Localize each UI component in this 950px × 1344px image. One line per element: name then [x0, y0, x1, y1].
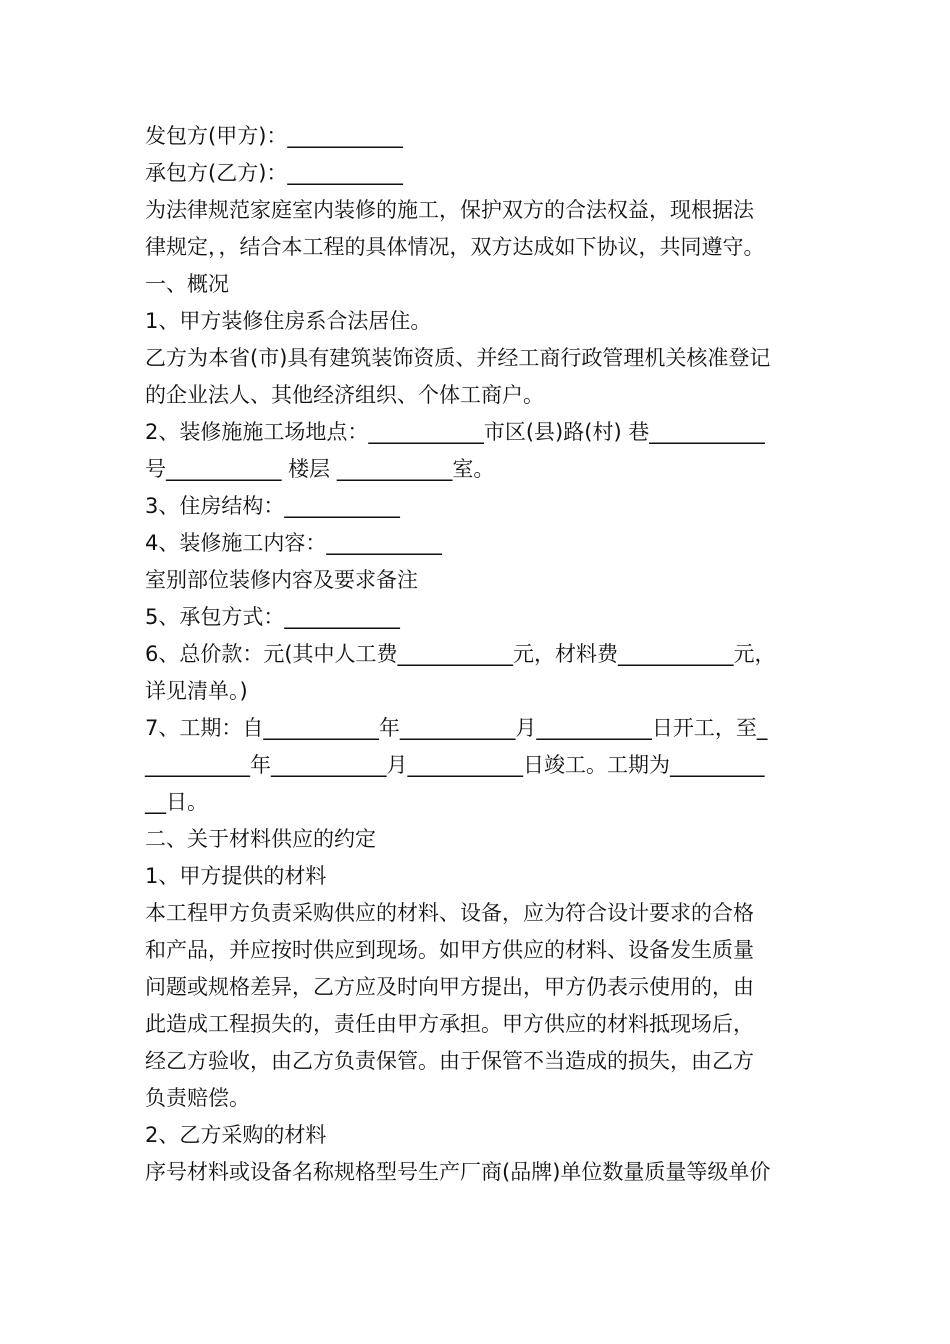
clause-2-1-line-2: 和产品，并应按时供应到现场。如甲方供应的材料、设备发生质量: [145, 938, 754, 962]
clause-1-5: 5、承包方式：___________: [145, 605, 400, 629]
clause-2-1-line-1: 本工程甲方负责采购供应的材料、设备，应为符合设计要求的合格: [145, 901, 754, 925]
clause-1-4-detail: 室别部位装修内容及要求备注: [145, 568, 418, 592]
clause-1-7-line-3: __日。: [145, 790, 208, 814]
clause-1-6-line-2: 详见清单。): [145, 679, 248, 703]
clause-2-2-table-header: 序号材料或设备名称规格型号生产厂商(品牌)单位数量质量等级单价: [145, 1160, 771, 1184]
party-a-line: 发包方(甲方)：___________: [145, 124, 403, 148]
clause-1-4: 4、装修施工内容：___________: [145, 531, 442, 555]
clause-2-1-line-5: 经乙方验收，由乙方负责保管。由于保管不当造成的损失，由乙方: [145, 1049, 754, 1073]
preamble-line-1: 为法律规范家庭室内装修的施工，保护双方的合法权益，现根据法: [145, 198, 754, 222]
contract-body: [145, 118, 820, 1191]
clause-2-2-heading: 2、乙方采购的材料: [145, 1123, 327, 1147]
clause-2-1-line-6: 负责赔偿。: [145, 1086, 250, 1110]
clause-1-6-line-1: 6、总价款：元(其中人工费___________元，材料费___________元，: [145, 642, 776, 666]
clause-1-7-line-2: __________年___________月___________日竣工。工期为_________: [145, 753, 765, 777]
section-1-heading: 一、概况: [145, 272, 229, 296]
clause-1-7-line-1: 7、工期：自___________年___________月___________日开工，至_: [145, 716, 768, 740]
clause-1-1-detail-1: 乙方为本省(市)具有建筑装饰资质、并经工商行政管理机关核准登记: [145, 346, 771, 370]
clause-1-1-detail-2: 的企业法人、其他经济组织、个体工商户。: [145, 383, 544, 407]
clause-2-1-line-4: 此造成工程损失的，责任由甲方承担。甲方供应的材料抵现场后，: [145, 1012, 754, 1036]
clause-2-1-line-3: 问题或规格差异，乙方应及时向甲方提出，甲方仍表示使用的，由: [145, 975, 754, 999]
clause-1-1: 1、甲方装修住房系合法居住。: [145, 309, 432, 333]
clause-1-2-line-2: 号___________ 楼层 ___________室。: [145, 457, 495, 481]
party-b-line: 承包方(乙方)：___________: [145, 161, 403, 185]
preamble-line-2: 律规定，，结合本工程的具体情况，双方达成如下协议，共同遵守。: [145, 235, 765, 259]
clause-1-2-line-1: 2、装修施施工场地点：___________市区(县)路(村) 巷___________: [145, 420, 765, 444]
clause-2-1-heading: 1、甲方提供的材料: [145, 864, 327, 888]
clause-1-3: 3、住房结构：___________: [145, 494, 400, 518]
section-2-heading: 二、关于材料供应的约定: [145, 827, 376, 851]
